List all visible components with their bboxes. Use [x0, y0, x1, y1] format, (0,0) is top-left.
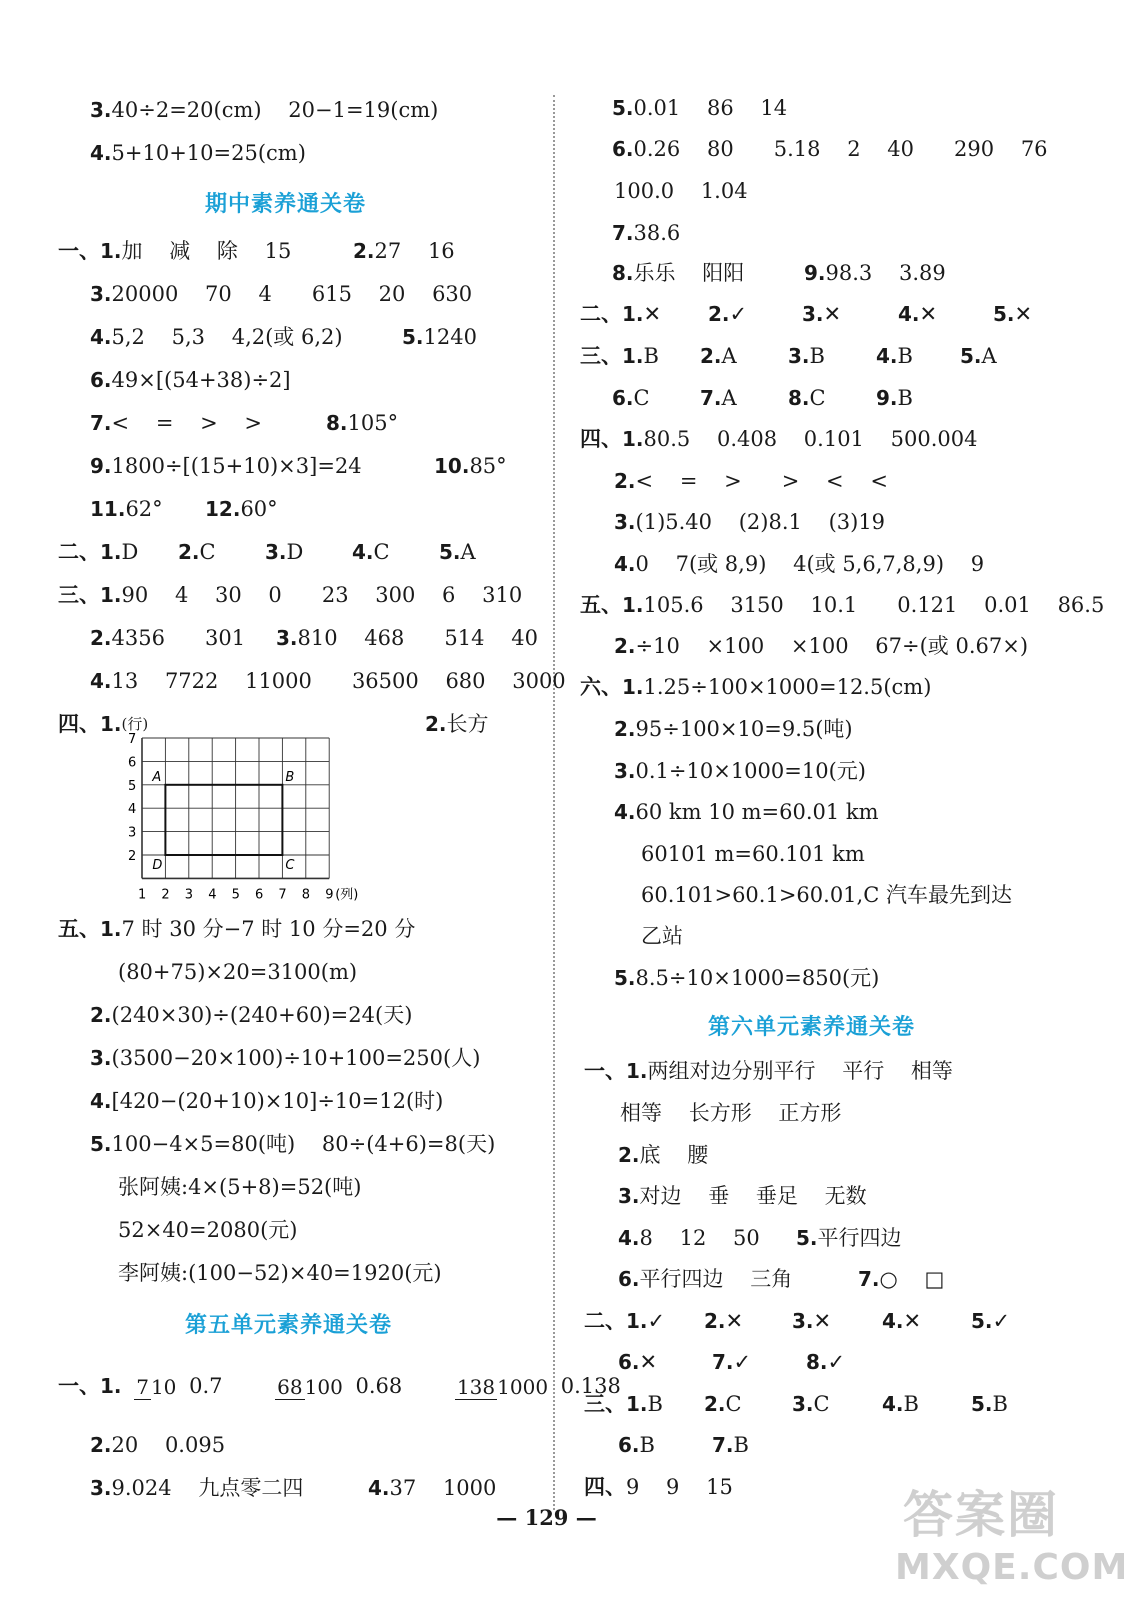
answer-line: 一、1.加 减 除 15 2.27 16 [58, 239, 455, 263]
answer-line: 5.100−4×5=80(吨) 80÷(4+6)=8(天) [90, 1132, 496, 1156]
answer-line: 一、1.两组对边分别平行 平行 相等 [584, 1059, 953, 1083]
answer-line: 五、1.105.6 3150 10.1 0.121 0.01 86.5 [580, 593, 1105, 617]
answer-line: 相等 长方形 正方形 [620, 1101, 842, 1125]
answer-line: 4.5+10+10=25(cm) [90, 141, 306, 165]
answer-line: 100.0 1.04 [614, 179, 748, 203]
answer-line: 9.1800÷[(15+10)×3]=24 10.85° [90, 454, 507, 478]
answer-line: 2.4356 301 3.810 468 514 40 [90, 626, 538, 650]
answer-line: 2.(240×30)÷(240+60)=24(天) [90, 1003, 413, 1027]
answer-line: 6.B 7.B [618, 1433, 749, 1457]
answer-line: 一、1. 7 10 0.7 68 100 0.68 138 1000 0.138 [58, 1374, 621, 1399]
answer-line: 6.平行四边 三角 7.○ □ [618, 1267, 945, 1291]
grid-lines [142, 738, 329, 878]
answer-line: 52×40=2080(元) [118, 1218, 298, 1242]
x-tick-label: 7 [278, 887, 287, 903]
watermark-logo: 答案圈 MXQE.COM [895, 1486, 1128, 1588]
answer-line: 6.✕ 7.✓ 8.✓ [618, 1350, 846, 1374]
answer-line: 3.9.024 九点零二四 4.37 1000 [90, 1476, 497, 1500]
answer-line: 4.[420−(20+10)×10]÷10=12(时) [90, 1089, 444, 1113]
section-title-midterm: 期中素养通关卷 [205, 192, 367, 217]
answer-line: 二、1.✕ 2.✓ 3.✕ 4.✕ 5.✕ [580, 302, 1033, 326]
answer-line: 李阿姨:(100−52)×40=1920(元) [118, 1261, 442, 1285]
answer-line: 六、1.1.25÷100×1000=12.5(cm) [580, 675, 932, 699]
answer-line: 4.60 km 10 m=60.01 km [614, 800, 879, 824]
answer-line: 60101 m=60.101 km [641, 842, 865, 866]
answer-line: 2.20 0.095 [90, 1433, 226, 1457]
fraction: 7 10 [136, 1375, 177, 1399]
answer-line: 3.(1)5.40 (2)8.1 (3)19 [614, 510, 886, 534]
answer-line: 3.0.1÷10×1000=10(元) [614, 759, 866, 783]
x-tick-label: 8 [301, 887, 311, 903]
x-tick-label: 4 [208, 887, 217, 903]
x-tick-label: 5 [231, 887, 240, 903]
rectangle-abcd [165, 785, 282, 855]
answer-line: 五、1.7 时 30 分−7 时 10 分=20 分 [58, 917, 416, 941]
answer-line: 张阿姨:4×(5+8)=52(吨) [118, 1175, 362, 1199]
point-label-a: A [152, 769, 162, 785]
answer-line: 4.13 7722 11000 36500 680 3000 [90, 669, 566, 693]
y-tick-label: 7 [128, 732, 137, 747]
answer-line: 二、1.D 2.C 3.D 4.C 5.A [58, 540, 476, 564]
x-tick-label: 1 [138, 887, 147, 903]
answer-line: 乙站 [641, 924, 683, 948]
x-tick-label: 2 [161, 887, 170, 903]
answer-line: 5.8.5÷10×1000=850(元) [614, 966, 880, 990]
answer-line: 2.底 腰 [618, 1143, 709, 1167]
answer-line: 三、1.B 2.A 3.B 4.B 5.A [580, 344, 997, 368]
x-tick-label: 3 [184, 887, 194, 903]
answer-line: 5.0.01 86 14 [612, 96, 788, 120]
column-divider [553, 95, 555, 1510]
answer-line: 三、1.B 2.C 3.C 4.B 5.B [584, 1392, 1008, 1416]
y-tick-label: 5 [128, 778, 137, 794]
y-tick-label: 6 [128, 755, 137, 771]
y-tick-labels [128, 732, 136, 864]
answer-line: 7.38.6 [612, 221, 681, 245]
answer-line: 8.乐乐 阳阳 9.98.3 3.89 [612, 261, 946, 285]
answer-line: 60.101>60.1>60.01,C 汽车最先到达 [641, 883, 1012, 907]
answer-line: 6.49×[(54+38)÷2] [90, 368, 291, 392]
answer-line: 3.(3500−20×100)÷10+100=250(人) [90, 1046, 481, 1070]
answer-line: 四、1.80.5 0.408 0.101 500.004 [580, 427, 978, 451]
answer-line: 4.5,2 5,3 4,2(或 6,2) 5.1240 [90, 325, 477, 349]
answer-line: 二、1.✓ 2.✕ 3.✕ 4.✕ 5.✓ [584, 1309, 1011, 1333]
point-label-b: B [285, 769, 295, 785]
y-tick-label: 3 [128, 825, 137, 841]
answer-line: 3.对边 垂 垂足 无数 [618, 1184, 867, 1208]
answer-line: 4.0 7(或 8,9) 4(或 5,6,7,8,9) 9 [614, 552, 985, 576]
y-tick-label: 4 [128, 802, 137, 818]
point-label-c: C [285, 858, 295, 873]
answer-line: 三、1.90 4 30 0 23 300 6 310 [58, 583, 523, 607]
answer-line: 2.95÷100×10=9.5(吨) [614, 717, 853, 741]
x-tick-label: 9 [325, 887, 334, 903]
coordinate-grid [120, 728, 390, 904]
answer-line: 2.< = > > < < [614, 469, 888, 493]
answer-line: 7.< = > > 8.105° [90, 411, 399, 435]
answer-line: 四、1.(行) 2.长方 [58, 712, 489, 736]
fraction: 138 1000 [456, 1375, 549, 1399]
y-tick-label: 2 [128, 849, 137, 864]
answer-line: 6.0.26 80 5.18 2 40 290 76 [612, 137, 1048, 161]
fraction: 68 100 [277, 1375, 343, 1399]
answer-line: 3.20000 70 4 615 20 630 [90, 282, 473, 306]
section-title-unit5: 第五单元素养通关卷 [185, 1313, 393, 1338]
x-tick-label: 6 [255, 887, 264, 903]
page-number: — 129 — [496, 1505, 597, 1530]
x-axis-unit: (列) [335, 887, 359, 903]
answer-line: 四、9 9 15 [584, 1475, 733, 1499]
answer-line: (80+75)×20=3100(m) [118, 960, 358, 984]
answer-line: 2.÷10 ×100 ×100 67÷(或 0.67×) [614, 634, 1029, 658]
rectangle-outline [165, 785, 282, 855]
answer-line: 4.8 12 50 5.平行四边 [618, 1226, 902, 1250]
answer-line: 11.62° 12.60° [90, 497, 278, 521]
answer-line: 6.C 7.A 8.C 9.B [612, 386, 913, 410]
point-label-d: D [152, 858, 163, 873]
x-tick-labels [138, 887, 333, 902]
section-title-unit6: 第六单元素养通关卷 [708, 1015, 916, 1040]
answer-line: 3.40÷2=20(cm) 20−1=19(cm) [90, 98, 439, 122]
